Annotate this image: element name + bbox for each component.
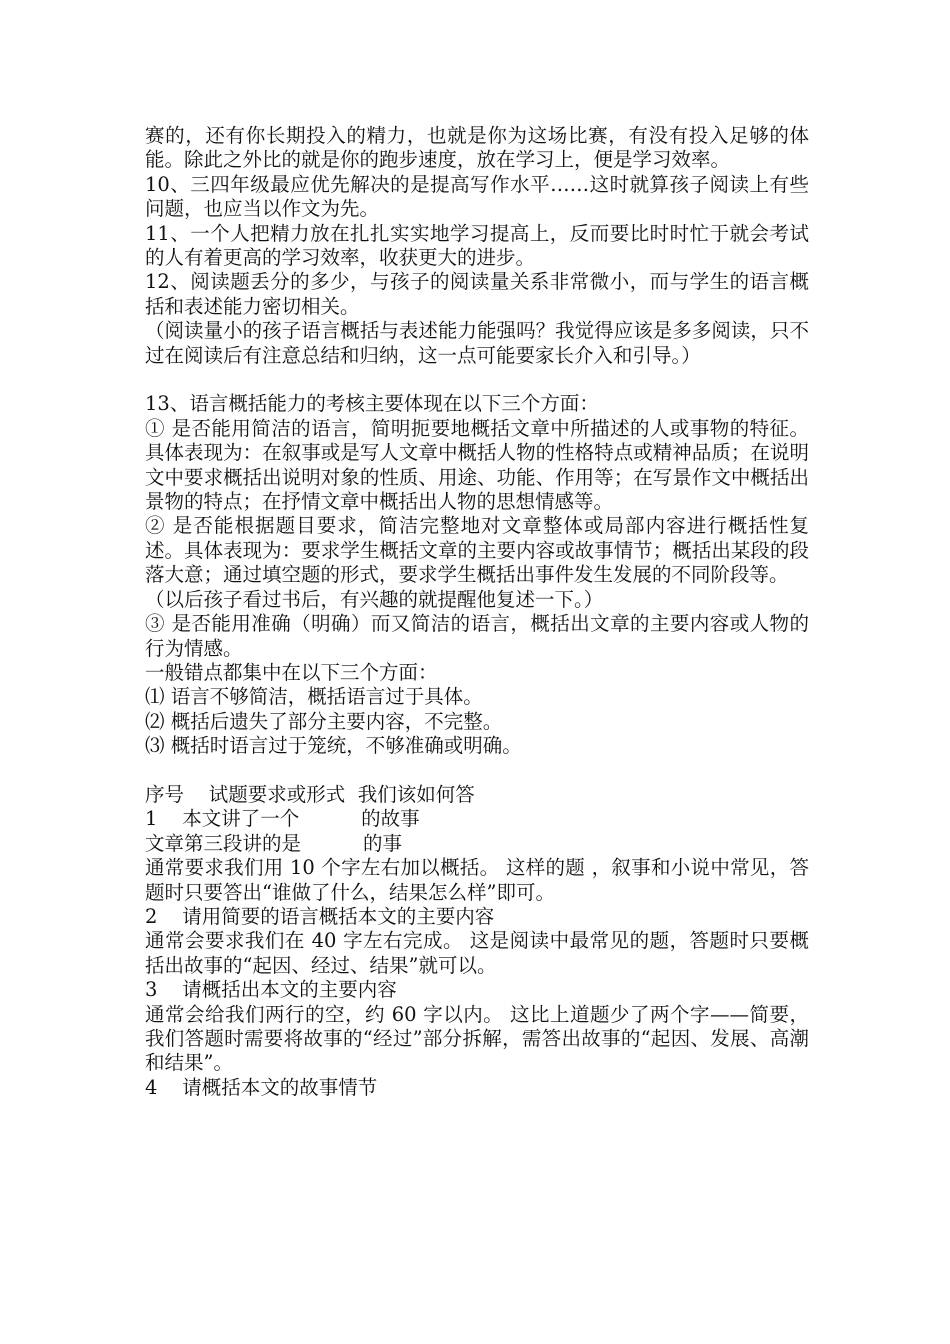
paragraph: 赛的，还有你长期投入的精力，也就是你为这场比赛，有没有投入足够的体能。除此之外比的就是你的跑步速度，放在学习上，便是学习效率。 (145, 124, 809, 172)
paragraph: （以后孩子看过书后，有兴趣的就提醒他复述一下。） (145, 587, 604, 611)
paragraph: 一般错点都集中在以下三个方面： (145, 660, 438, 684)
paragraph: ⑶ 概括时语言过于笼统，不够准确或明确。 (145, 734, 522, 758)
paragraph: ② 是否能根据题目要求，简洁完整地对文章整体或局部内容进行概括性复述。具体表现为：要求学生概括文章的主要内容或故事情节；概括出某段的段落大意；通过填空题的形式，要求学生概括出事件发生发展的不同阶段等。 (145, 514, 809, 587)
paragraph: ⑴ 语言不够简洁，概括语言过于具体。 (145, 685, 483, 709)
table-row: 1 本文讲了一个 的故事 (145, 807, 420, 831)
table-header: 序号 试题要求或形式 我们该如何答 (145, 782, 475, 806)
table-row: 4 请概括本文的故事情节 (145, 1075, 378, 1099)
paragraph: ① 是否能用简洁的语言，简明扼要地概括文章中所描述的人或事物的特征。具体表现为：在叙事或是写人文章中概括人物的性格特点或精神品质；在说明文中要求概括出说明对象的性质、用途、功能、作用等；在写景作文中概括出景物的特点；在抒情文章中概括出人物的思想情感等。 (145, 416, 809, 514)
paragraph: 12、阅读题丢分的多少，与孩子的阅读量关系非常微小，而与学生的语言概括和表述能力密切相关。 (145, 270, 809, 318)
paragraph: ③ 是否能用准确（明确）而又简洁的语言，概括出文章的主要内容或人物的行为情感。 (145, 612, 809, 660)
blank-line (145, 759, 809, 783)
table-row: 通常会给我们两行的空，约 60 字以内。 这比上道题少了两个字——简要，我们答题时需要将故事的“经过”部分拆解，需答出故事的“起因、发展、高潮和结果”。 (145, 1002, 809, 1075)
paragraph: （阅读量小的孩子语言概括与表述能力能强吗？我觉得应该是多多阅读，只不过在阅读后有注意总结和归纳，这一点可能要家长介入和引导。） (145, 319, 809, 367)
table-row: 2 请用简要的语言概括本文的主要内容 (145, 904, 495, 928)
table-row: 3 请概括出本文的主要内容 (145, 978, 397, 1002)
paragraph: 10、三四年级最应优先解决的是提高写作水平……这时就算孩子阅读上有些问题，也应当以作文为先。 (145, 172, 809, 221)
paragraph: ⑵ 概括后遗失了部分主要内容，不完整。 (145, 709, 503, 733)
paragraph: 13、语言概括能力的考核主要体现在以下三个方面： (145, 392, 599, 416)
table-row: 通常要求我们用 10 个字左右加以概括。 这样的题 ，叙事和小说中常见，答题时只要答出“谁做了什么，结果怎么样”即可。 (145, 856, 809, 904)
document-body (145, 124, 809, 1100)
paragraph: 11、一个人把精力放在扎扎实实地学习提高上，反而要比时时忙于就会考试的人有着更高的学习效率，收获更大的进步。 (145, 221, 809, 270)
table-row: 通常会要求我们在 40 字左右完成。 这是阅读中最常见的题，答题时只要概括出故事的“起因、经过、结果”就可以。 (145, 929, 809, 977)
table-row: 文章第三段讲的是 的事 (145, 831, 402, 855)
blank-line (145, 368, 809, 392)
